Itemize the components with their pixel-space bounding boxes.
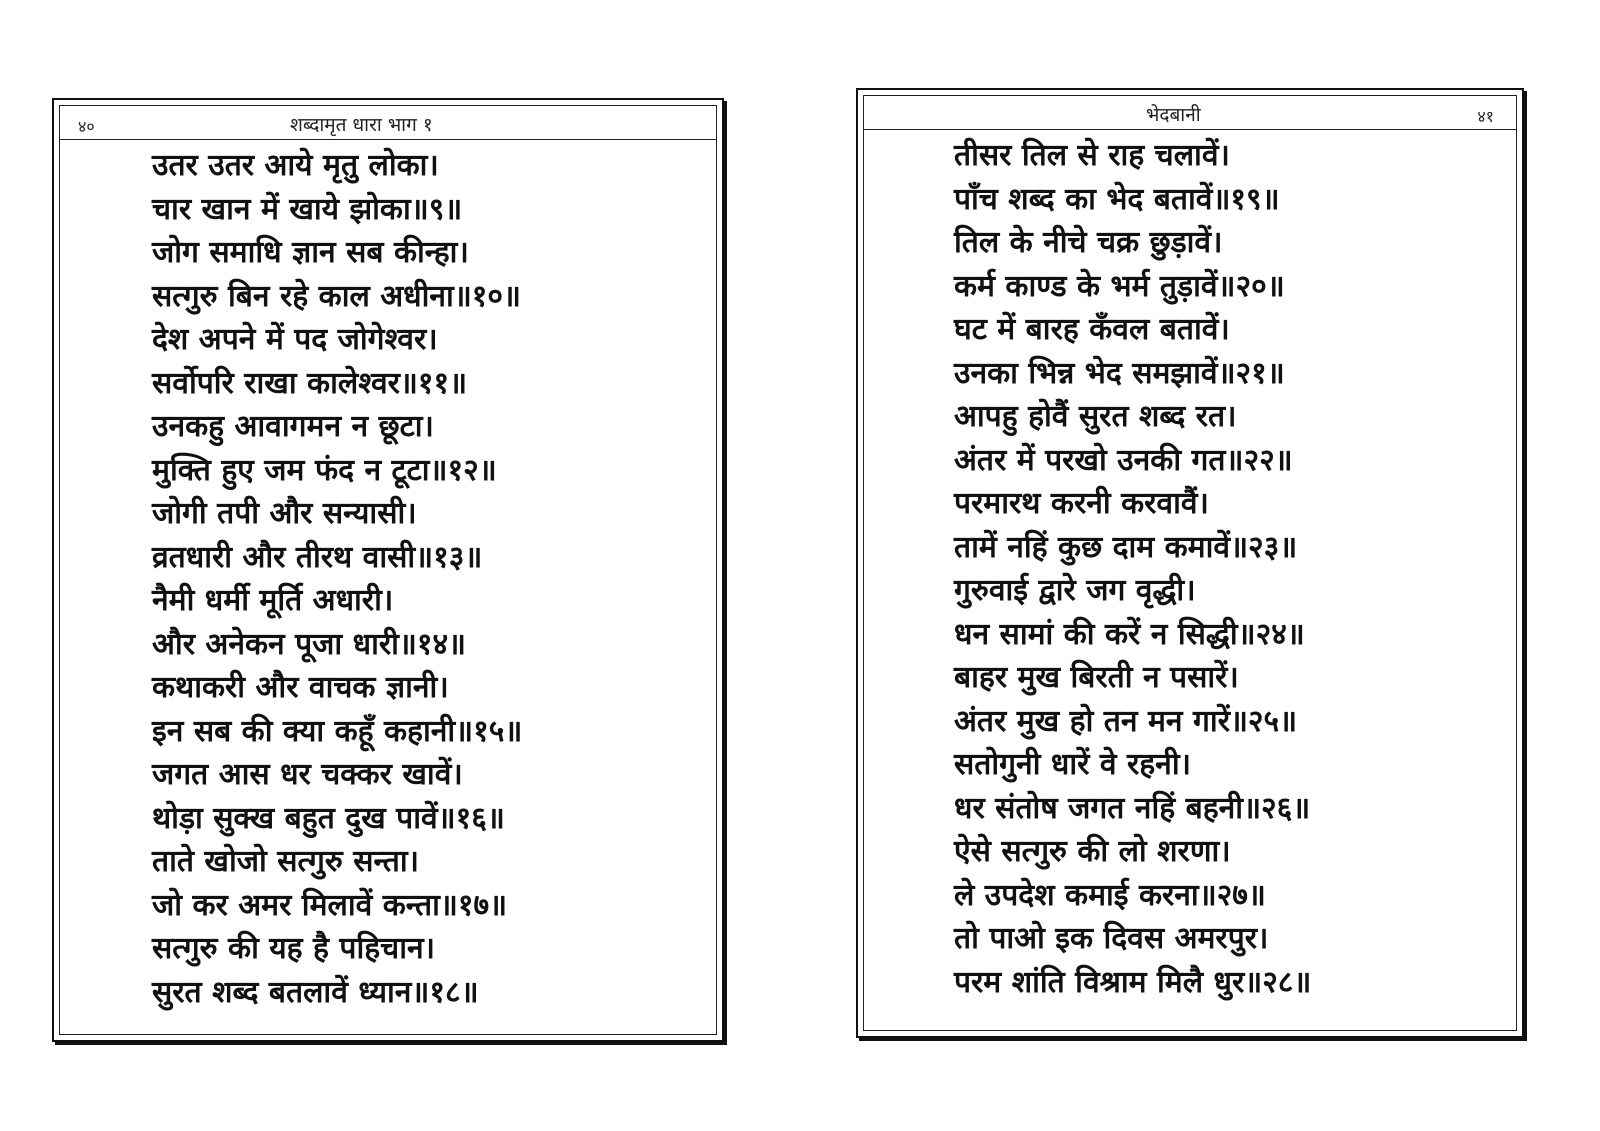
right-page-header [864, 96, 1516, 130]
verse-line: उनका भिन्न भेद समझावें॥२१॥ [954, 355, 1285, 391]
verse-line: उनकहु आवागमन न छूटा। [152, 409, 434, 444]
verse-line: जोगी तपी और सन्यासी। [152, 496, 417, 531]
verse-line: और अनेकन पूजा धारी॥१४॥ [152, 626, 467, 662]
verse-line: सत्गुरु की यह है पहिचान। [152, 931, 436, 966]
verse-line: तामें नहिं कुछ दाम कमावें॥२३॥ [954, 529, 1298, 565]
verse-line: धर संतोष जगत नहिं बहनी॥२६॥ [954, 790, 1311, 826]
left-page-running-title: शब्दामृत धारा भाग १ [290, 114, 433, 136]
left-page-frame [59, 105, 717, 1035]
verse-line: ताते खोजो सत्गुरु सन्ता। [152, 844, 419, 879]
right-page-frame [863, 95, 1517, 1031]
verse-line: ऐसे सत्गुरु की लो शरणा। [954, 834, 1231, 869]
verse-line: जोग समाधि ज्ञान सब कीन्हा। [152, 235, 469, 270]
verse-line: अंतर में परखो उनकी गत॥२२॥ [954, 442, 1293, 478]
verse-line: घट में बारह कँवल बतावें। [954, 312, 1230, 347]
verse-line: परमारथ करनी करवावैं। [954, 486, 1209, 521]
verse-line: ले उपदेश कमाई करना॥२७॥ [954, 877, 1266, 913]
verse-line: उतर उतर आये मृतु लोका। [152, 148, 439, 183]
verse-line: कर्म काण्ड के भर्म तुड़ावें॥२०॥ [954, 268, 1285, 304]
left-page-header [60, 106, 716, 140]
verse-line: थोड़ा सुक्ख बहुत दुख पावें॥१६॥ [152, 800, 505, 836]
verse-line: परम शांति विश्राम मिलै धुर॥२८॥ [954, 964, 1312, 1000]
verse-line: गुरुवाई द्वारे जग वृद्धी। [954, 573, 1196, 608]
verse-line: तिल के नीचे चक्र छुड़ावें। [954, 225, 1223, 260]
verse-line: सर्वोपरि राखा कालेश्वर॥११॥ [152, 365, 468, 401]
verse-line: पाँच शब्द का भेद बतावें॥१९॥ [954, 181, 1280, 217]
verse-line: धन सामां की करें न सिद्धी॥२४॥ [954, 616, 1305, 652]
verse-line: देश अपने में पद जोगेश्वर। [152, 322, 438, 357]
right-page-running-title: भेदबानी [1146, 104, 1201, 126]
right-page-number: ४१ [1477, 107, 1494, 126]
verse-line: मुक्ति हुए जम फंद न टूटा॥१२॥ [152, 452, 497, 488]
verse-line: व्रतधारी और तीरथ वासी॥१३॥ [152, 539, 483, 575]
verse-line: जगत आस धर चक्कर खावें। [152, 757, 463, 792]
verse-line: तो पाओ इक दिवस अमरपुर। [954, 921, 1269, 956]
verse-line: बाहर मुख बिरती न पसारें। [954, 660, 1239, 695]
left-page-number: ४० [78, 117, 95, 136]
verse-line: जो कर अमर मिलावें कन्ता॥१७॥ [152, 887, 508, 923]
verse-line: चार खान में खाये झोका॥९॥ [152, 191, 463, 227]
verse-line: नैमी धर्मी मूर्ति अधारी। [152, 583, 394, 618]
verse-line: सतोगुनी धारें वे रहनी। [954, 747, 1191, 782]
verse-line: कथाकरी और वाचक ज्ञानी। [152, 670, 449, 705]
verse-line: आपहु होवैं सुरत शब्द रत। [954, 399, 1237, 434]
right-page [856, 88, 1524, 1038]
verse-line: सत्गुरु बिन रहे काल अधीना॥१०॥ [152, 278, 521, 314]
verse-line: इन सब की क्या कहूँ कहानी॥१५॥ [152, 713, 523, 749]
verse-line: तीसर तिल से राह चलावें। [954, 138, 1230, 173]
verse-line: अंतर मुख हो तन मन गारें॥२५॥ [954, 703, 1298, 739]
verse-line: सुरत शब्द बतलावें ध्यान॥१८॥ [152, 974, 479, 1010]
left-page [52, 98, 724, 1042]
